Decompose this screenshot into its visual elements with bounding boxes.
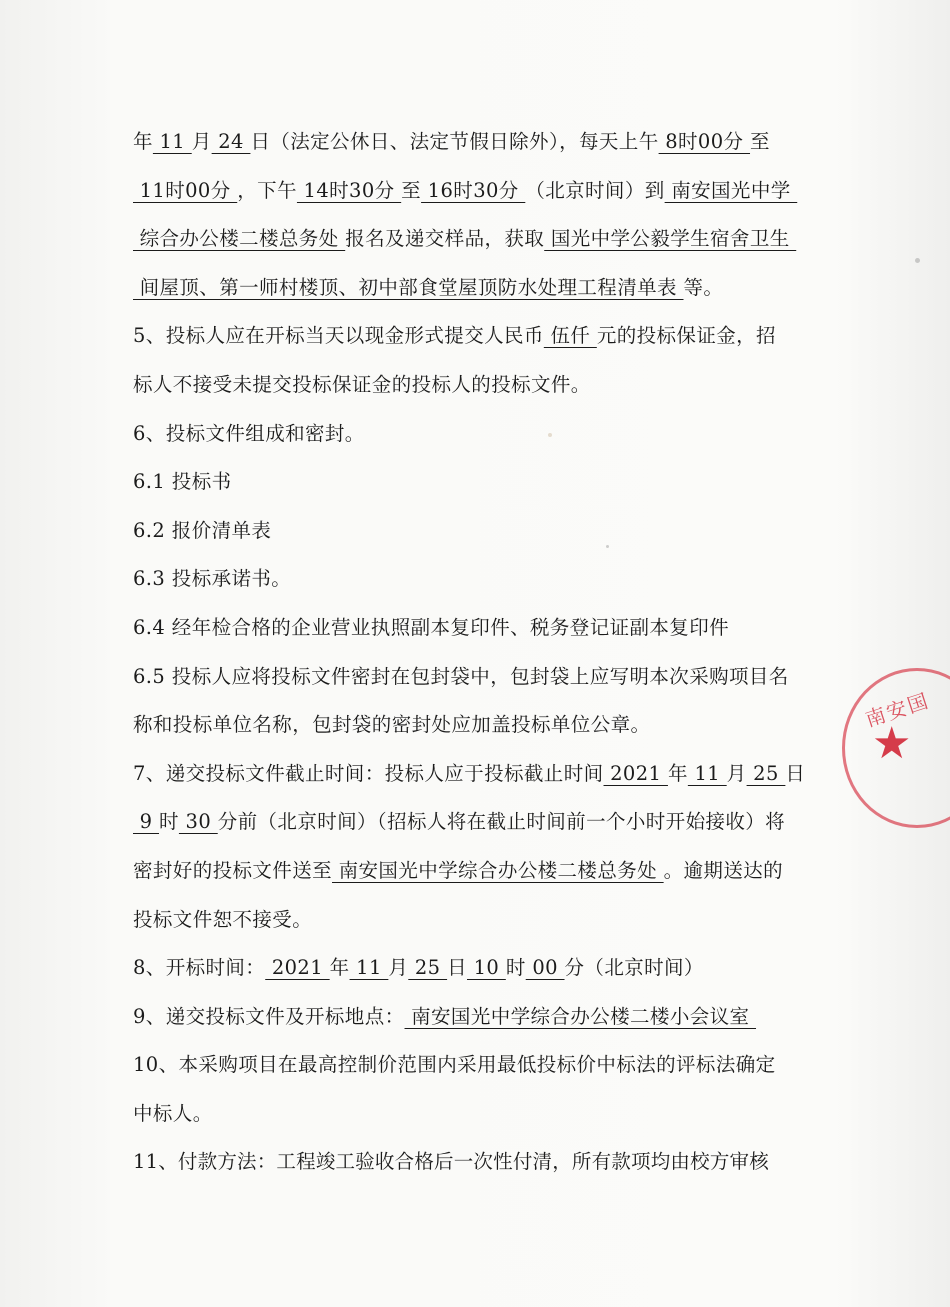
text-line (133, 993, 833, 1042)
text-line (133, 361, 833, 410)
underlined-fill-in: 30 (178, 810, 218, 834)
text-segment: 分前（北京时间）（招标人将在截止时间前一个小时开始接收）将 (217, 810, 786, 834)
text-segment: 时 (505, 956, 526, 980)
text-line (133, 555, 833, 604)
text-segment: 报名及递交样品，获取 (345, 227, 545, 251)
text-segment: 至 (750, 130, 770, 153)
text-segment: 日 (447, 956, 467, 980)
text-segment: 9、递交投标文件及开标地点： (133, 1004, 405, 1028)
text-segment: 中标人。 (133, 1101, 213, 1125)
text-segment: 标人不接受未提交投标保证金的投标人的投标文件。 (133, 372, 591, 396)
scan-speck (915, 258, 920, 263)
underlined-fill-in: 南安国光中学 (664, 178, 798, 202)
text-line (133, 604, 833, 653)
text-segment: 7、递交投标文件截止时间：投标人应于投标截止时间 (133, 761, 604, 785)
underlined-fill-in: 11 (687, 761, 727, 785)
text-segment: 年 (133, 130, 153, 153)
text-segment: 6、投标文件组成和密封。 (133, 421, 365, 445)
text-segment: 日 (785, 761, 806, 785)
text-line (133, 215, 833, 264)
text-segment: 6.3 投标承诺书。 (133, 567, 292, 591)
scan-speck (548, 433, 552, 437)
text-segment: 投标文件恕不接受。 (133, 907, 313, 931)
text-line (133, 896, 833, 945)
underlined-fill-in: 14时30分 (296, 178, 402, 202)
underlined-fill-in: 综合办公楼二楼总务处 (133, 227, 346, 251)
text-segment: 元的投标保证金，招 (596, 324, 776, 348)
underlined-fill-in: 2021 (265, 956, 330, 980)
text-segment: 6.4 经年检合格的企业营业执照副本复印件、税务登记证副本复印件 (133, 615, 730, 639)
text-line (133, 847, 833, 896)
underlined-fill-in: 伍仟 (543, 324, 597, 348)
text-segment: 日（法定公休日、法定节假日除外），每天上午 (250, 130, 659, 153)
text-segment: 至 (401, 178, 422, 202)
underlined-fill-in: 间屋顶、第一师村楼顶、初中部食堂屋顶防水处理工程清单表 (133, 275, 684, 299)
scan-speck (606, 545, 609, 548)
underlined-fill-in: 国光中学公毅学生宿舍卫生 (544, 227, 797, 251)
text-segment: 11、付款方法：工程竣工验收合格后一次性付清，所有款项均由校方审核 (133, 1150, 769, 1174)
text-line (133, 701, 833, 750)
document-body (133, 118, 833, 1187)
text-line (133, 944, 833, 993)
text-line (133, 118, 833, 167)
text-line (133, 1041, 833, 1090)
seal-star-icon: ★ (872, 718, 912, 769)
text-segment: 10、本采购项目在最高控制价范围内采用最低投标价中标法的评标法确定 (133, 1053, 776, 1077)
text-segment: ，下午 (237, 178, 297, 202)
underlined-fill-in: 25 (408, 956, 448, 980)
text-segment: 时 (159, 810, 179, 834)
underlined-fill-in: 11 (152, 130, 192, 153)
text-segment: 等。 (683, 275, 724, 299)
underlined-fill-in: 南安国光中学综合办公楼二楼小会议室 (404, 1004, 757, 1028)
text-segment: 8、开标时间： (133, 956, 266, 980)
text-segment: 6.5 投标人应将投标文件密封在包封袋中，包封袋上应写明本次采购项目名 (133, 664, 789, 688)
text-segment: 年 (667, 761, 688, 785)
underlined-fill-in: 8时00分 (658, 130, 751, 153)
text-segment: 6.1 投标书 (133, 470, 232, 494)
underlined-fill-in: 00 (525, 956, 565, 980)
underlined-fill-in: 11时00分 (133, 178, 238, 202)
text-line (133, 750, 833, 799)
text-line (133, 264, 833, 313)
text-segment: 。逾期送达的 (663, 858, 784, 882)
text-segment: 5、投标人应在开标当天以现金形式提交人民币 (133, 324, 544, 348)
text-segment: 称和投标单位名称，包封袋的密封处应加盖投标单位公章。 (133, 713, 651, 737)
text-segment: （北京时间）到 (525, 178, 665, 202)
text-line (133, 410, 833, 459)
text-line (133, 1138, 833, 1187)
text-line (133, 798, 833, 847)
text-segment: 月 (388, 956, 409, 980)
text-segment: 密封好的投标文件送至 (133, 858, 333, 882)
text-line (133, 653, 833, 702)
text-segment: 年 (329, 956, 350, 980)
text-line (133, 507, 833, 556)
text-segment: 月 (191, 130, 212, 153)
text-line (133, 1090, 833, 1139)
underlined-fill-in: 10 (467, 956, 506, 980)
seal-text: 南安国 (862, 688, 933, 732)
underlined-fill-in: 11 (349, 956, 389, 980)
underlined-fill-in: 南安国光中学综合办公楼二楼总务处 (332, 858, 664, 882)
text-line (133, 312, 833, 361)
underlined-fill-in: 25 (746, 761, 786, 785)
underlined-fill-in: 24 (211, 130, 251, 153)
text-segment: 月 (726, 761, 747, 785)
text-segment: 分（北京时间） (564, 956, 704, 980)
underlined-fill-in: 9 (133, 810, 160, 834)
text-line (133, 167, 833, 216)
text-line (133, 458, 833, 507)
underlined-fill-in: 2021 (603, 761, 668, 785)
text-segment: 6.2 报价清单表 (133, 518, 272, 542)
underlined-fill-in: 16时30分 (421, 178, 526, 202)
